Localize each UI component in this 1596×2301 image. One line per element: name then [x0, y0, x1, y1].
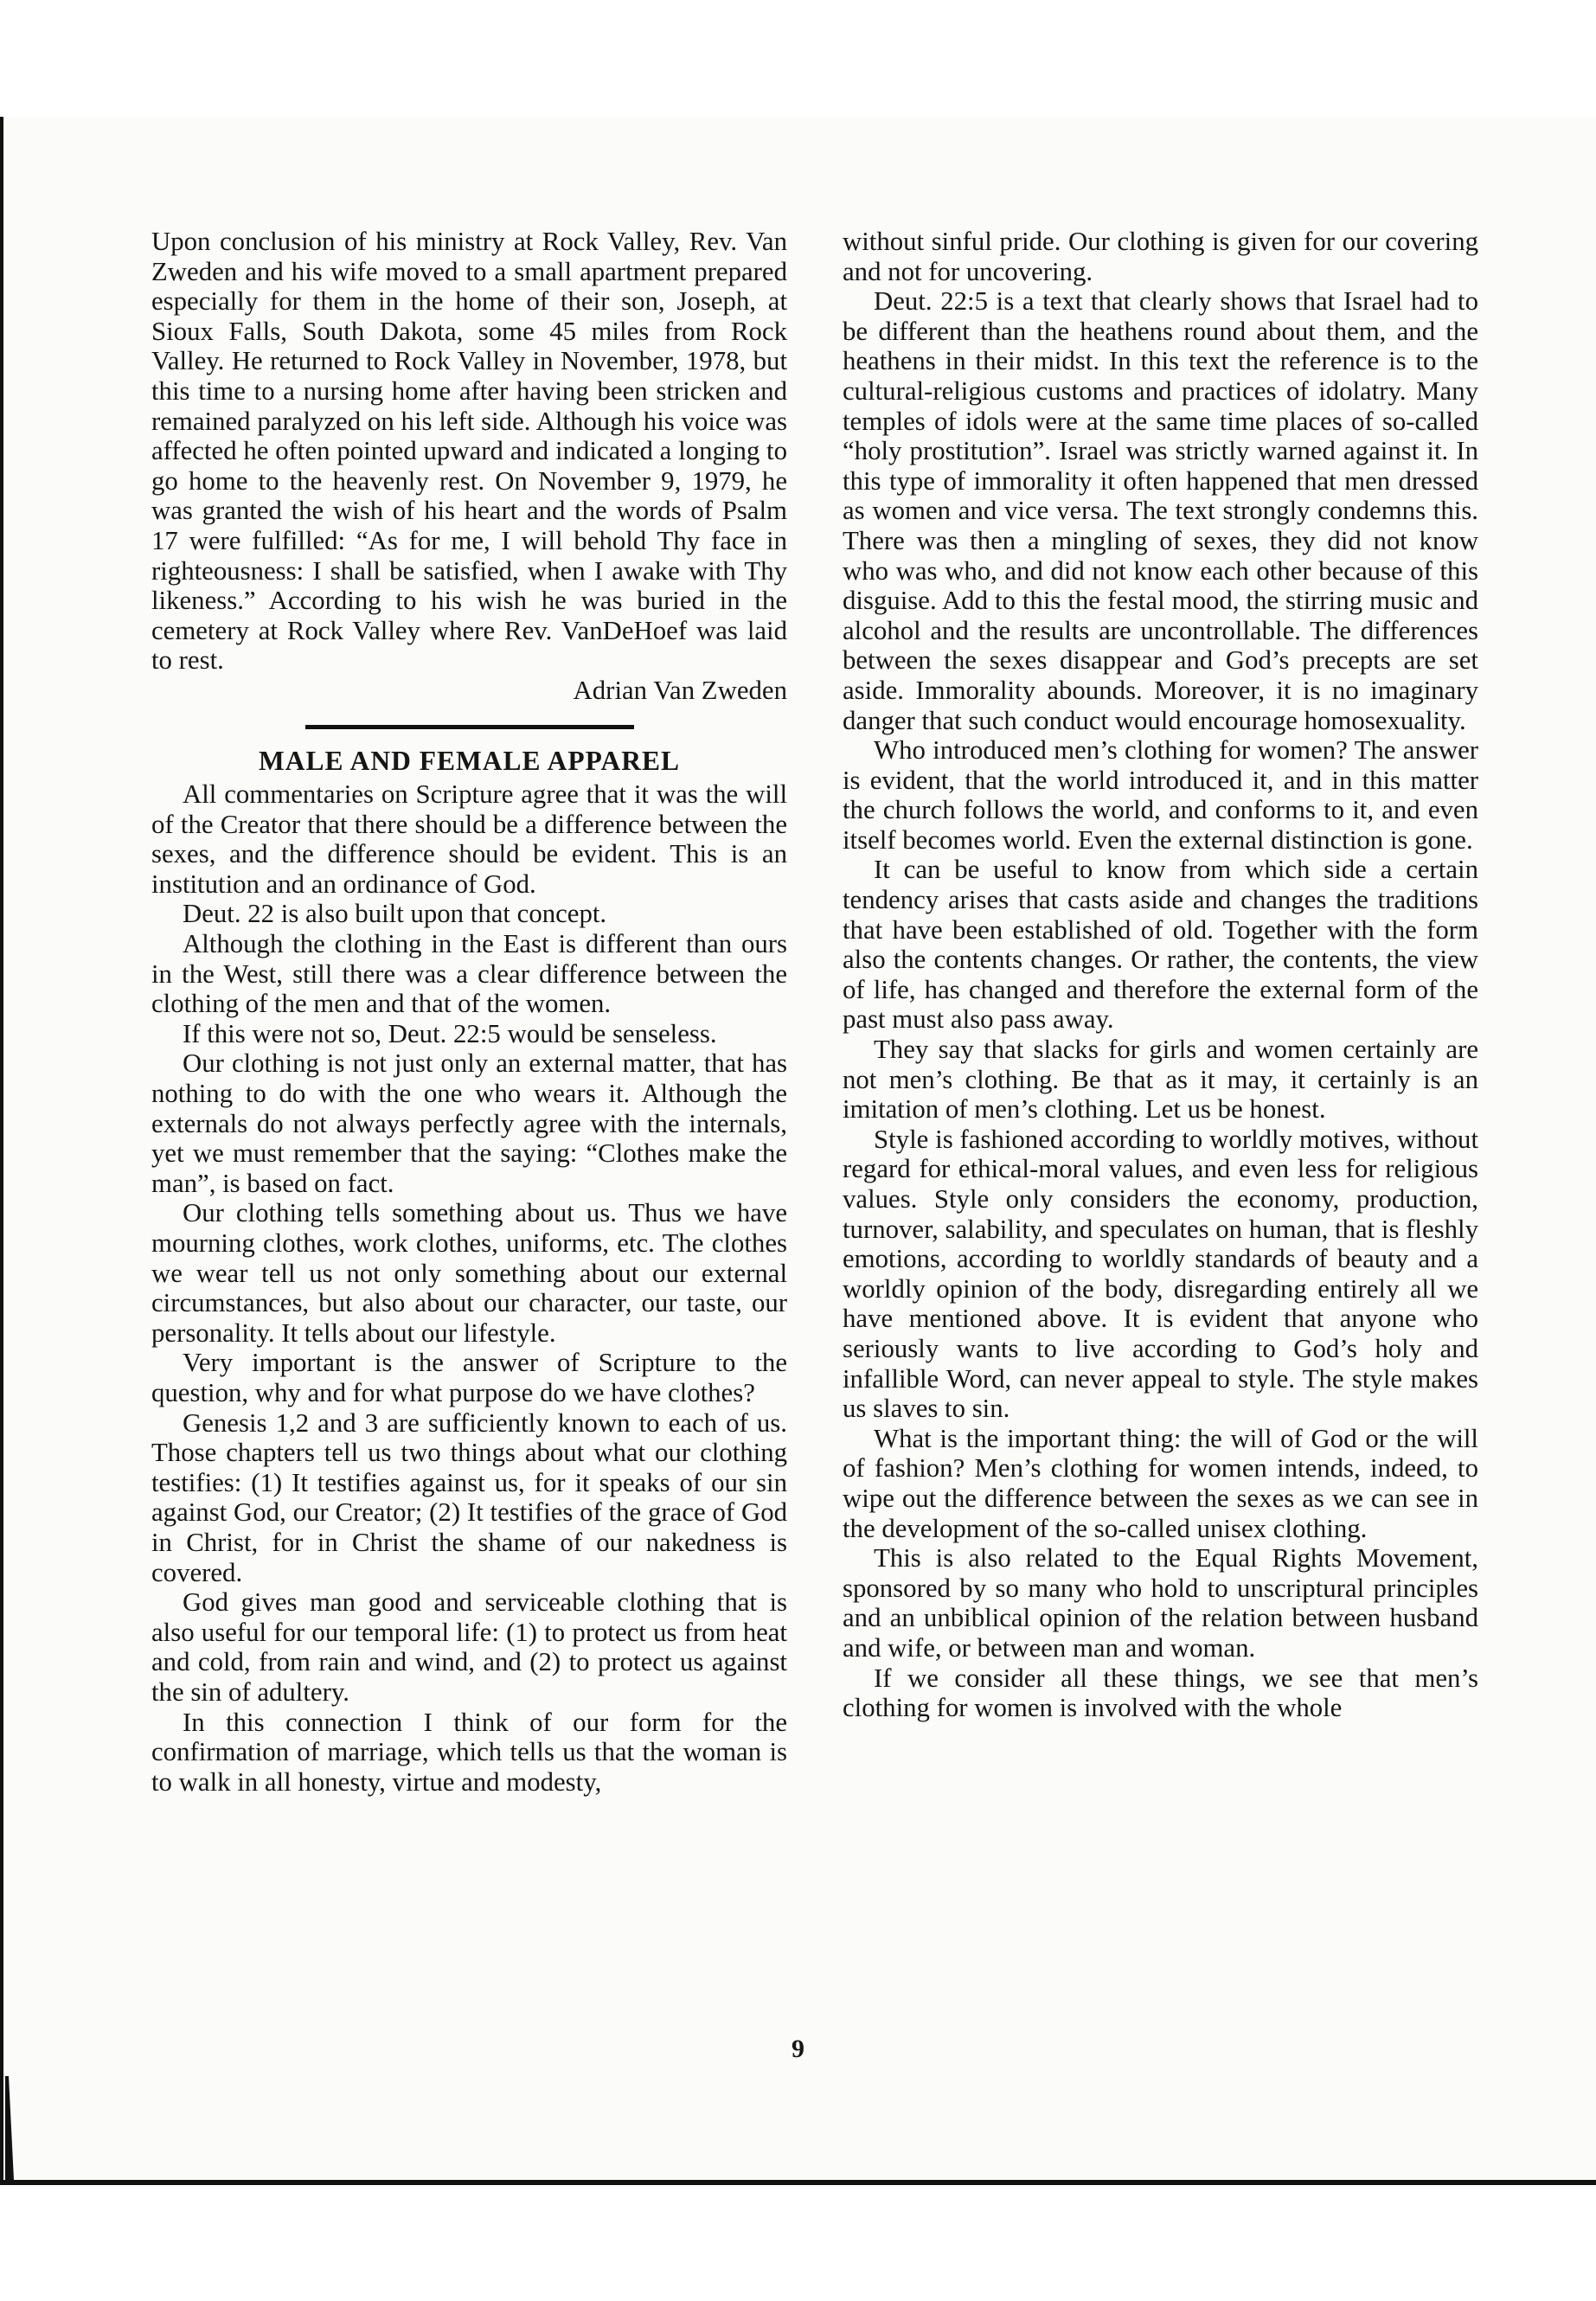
paragraph: They say that slacks for girls and women certainly are not men’s clothing. Be that as it may, it certainly is an imitation of men’s clothing. Let us be honest. [843, 1035, 1478, 1125]
paragraph: If we consider all these things, we see that men’s clothing for women is involved with the whole [843, 1663, 1478, 1723]
paragraph: It can be useful to know from which side a certain tendency arises that casts aside and changes the traditions that have been established of old. Together with the form also the contents changes. Or rather, the contents, the view of life, has changed and therefore the external form of the past must also pass away. [843, 855, 1478, 1035]
page-number: 9 [792, 2035, 804, 2063]
article-title: MALE AND FEMALE APPAREL [258, 745, 681, 776]
scan-edge [0, 2180, 1596, 2185]
obituary-paragraph: Upon conclusion of his ministry at Rock Valley, Rev. Van Zweden and his wife moved to a small apartment prepared especially for them in the home of their son, Joseph, at Sioux Falls, South Dakota, some 45 miles from Rock Valley. He returned to Rock Valley in November, 1978, but this time to a nursing home after having been stricken and remained paralyzed on his left side. Although his voice was affected he often pointed upward and indicated a longing to go home to the heavenly rest. On November 9, 1979, he was granted the wish of his heart and the words of Psalm 17 were fulfilled: “As for me, I will behold Thy face in righteousness: I shall be satisfied, when I awake with Thy likeness.” According to his wish he was buried in the cemetery at Rock Valley where Rev. VanDeHoef was laid to rest. [151, 227, 787, 676]
paragraph: Deut. 22 is also built upon that concept. [183, 899, 607, 929]
paragraph: Genesis 1,2 and 3 are sufficiently known to each of us. Those chapters tell us two things about what our clothing testifies: (1) It testifies against us, for it speaks of our sin against God, our Creator; (2) It testifies of the grace of God in Christ, for in Christ the shame of our nakedness is covered. [151, 1407, 787, 1587]
paragraph: If this were not so, Deut. 22:5 would be senseless. [183, 1018, 717, 1048]
paragraph: Who introduced men’s clothing for women? The answer is evident, that the world introduced it, and in this matter the church follows the world, and conforms to it, and even itself becomes world. Even the external distinction is gone. [843, 735, 1478, 855]
continuation-paragraph: without sinful pride. Our clothing is given for our covering and not for uncovering. [843, 227, 1478, 286]
paragraph: What is the important thing: the will of God or the will of fashion? Men’s clothing for women intends, indeed, to wipe out the difference between the sexes as we can see in the development of the so-called unisex clothing. [843, 1423, 1478, 1543]
paragraph: All commentaries on Scripture agree that it was the will of the Creator that there should be a difference between the sexes, and the difference should be evident. This is an institution and an ordinance of God. [151, 779, 787, 899]
paragraph: Very important is the answer of Scripture to the question, why and for what purpose do we have clothes? [151, 1348, 787, 1407]
paragraph: Deut. 22:5 is a text that clearly shows that Israel had to be different than the heathens round about them, and the heathens in their midst. In this text the reference is to the cultural-religious customs and practices of idolatry. Many temples of idols were at the same time places of so-called “holy prostitution”. Israel was strictly warned against it. In this type of immorality it often happened that men dressed as women and vice versa. The text strongly condemns this. There was then a mingling of sexes, they did not know who was who, and did not know each other because of this disguise. Add to this the festal mood, the stirring music and alcohol and the results are uncontrollable. The differences between the sexes disappear and God’s precepts are set aside. Immorality abounds. Moreover, it is no imaginary danger that such conduct would encourage homosexuality. [843, 286, 1478, 735]
paragraph: This is also related to the Equal Rights Movement, sponsored by so many who hold to unscriptural principles and an unbiblical opinion of the relation between husband and wife, or between man and woman. [843, 1543, 1478, 1663]
paragraph: In this connection I think of our form for the confirmation of marriage, which tells us that the woman is to walk in all honesty, virtue and modesty, [151, 1707, 787, 1797]
author-signature: Adrian Van Zweden [573, 675, 787, 705]
paragraph: Our clothing is not just only an external matter, that has nothing to do with the one who wears it. Although the externals do not always perfectly agree with the internals, yet we must remember that the saying: “Clothes make the man”, is based on fact. [151, 1048, 787, 1198]
section-divider [305, 725, 634, 729]
paragraph: God gives man good and serviceable clothing that is also useful for our temporal life: (1) to protect us from heat and cold, from rain and wind, and (2) to protect us against the sin of adultery. [151, 1587, 787, 1707]
right-column [843, 227, 1478, 1723]
left-column [151, 227, 787, 1797]
paragraph: Although the clothing in the East is different than ours in the West, still there was a clear difference between the clothing of the men and that of the women. [151, 929, 787, 1019]
paragraph: Our clothing tells something about us. Thus we have mourning clothes, work clothes, uniforms, etc. The clothes we wear tell us not only something about our external circumstances, but also about our character, our taste, our personality. It tells about our lifestyle. [151, 1198, 787, 1348]
paragraph: Style is fashioned according to worldly motives, without regard for ethical-moral values, and even less for religious values. Style only considers the economy, production, turnover, salability, and speculates on human, that is fleshly emotions, according to worldly standards of beauty and a worldly opinion of the body, disregarding entirely all we have mentioned above. It is evident that anyone who seriously wants to live according to God’s holy and infallible Word, can never appeal to style. The style makes us slaves to sin. [843, 1124, 1478, 1424]
